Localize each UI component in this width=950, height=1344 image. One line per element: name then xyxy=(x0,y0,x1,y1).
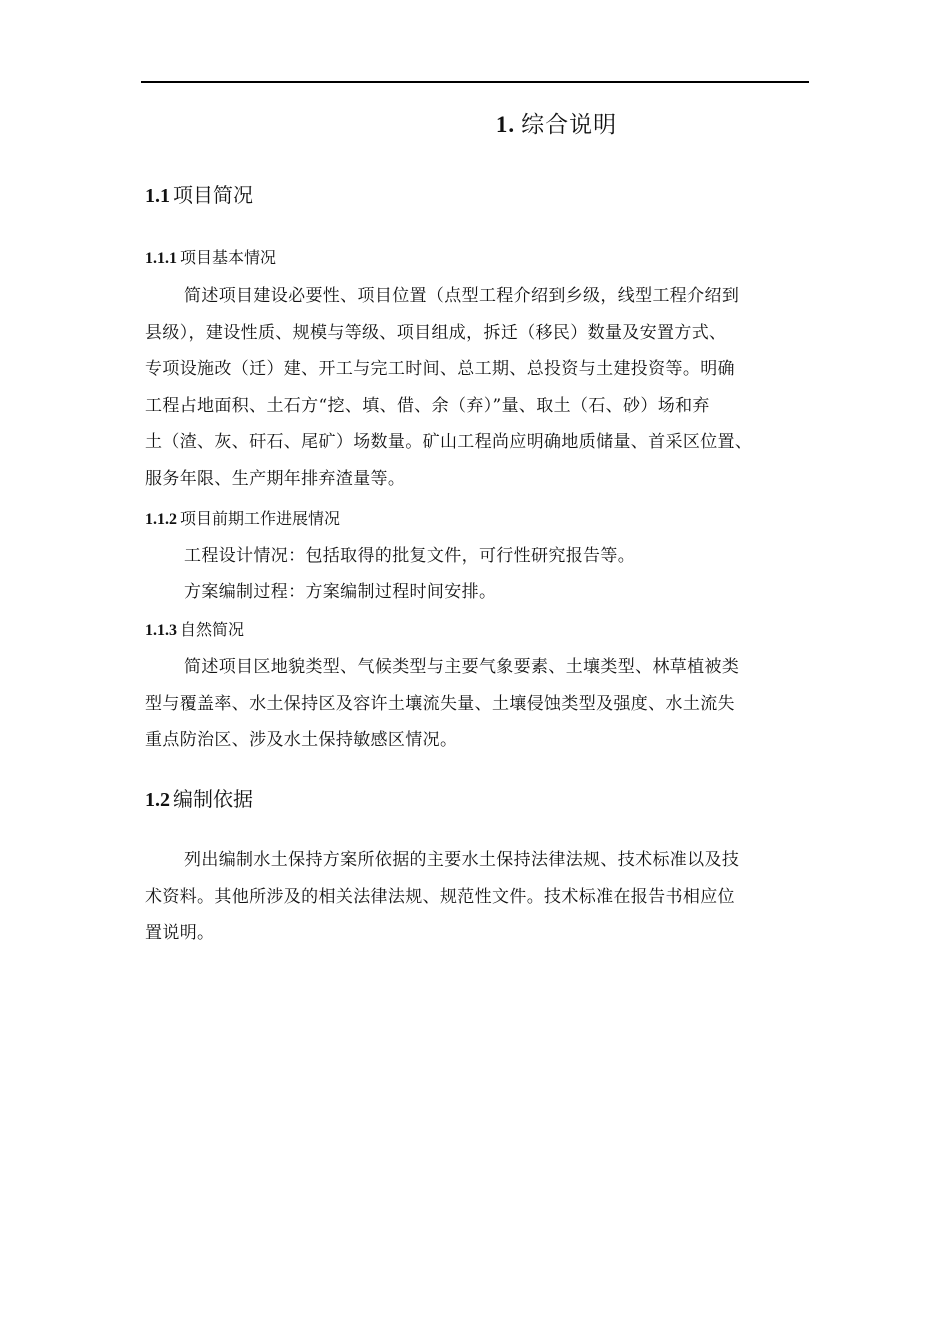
subsection-number: 1.1.1 xyxy=(145,250,177,267)
paragraph-compilation-process xyxy=(145,574,823,611)
chapter-number: 1. xyxy=(495,112,516,137)
section-heading-1-2 xyxy=(145,784,253,815)
paragraph-line: 专项设施改（迁）建、开工与完工时间、总工期、总投资与土建投资等。明确 xyxy=(145,359,735,379)
paragraph-line: 方案编制过程：方案编制过程时间安排。 xyxy=(184,582,497,602)
subsection-heading-1-1-1 xyxy=(145,246,276,271)
chapter-title-text: 综合说明 xyxy=(521,112,618,138)
subsection-title: 自然简况 xyxy=(180,620,245,639)
subsection-title: 项目基本情况 xyxy=(180,248,277,267)
paragraph-design-status xyxy=(145,538,823,575)
section-title: 编制依据 xyxy=(173,787,253,811)
paragraph-line: 术资料。其他所涉及的相关法律法规、规范性文件。技术标准在报告书相应位 xyxy=(145,886,735,907)
paragraph-line: 工程设计情况：包括取得的批复文件，可行性研究报告等。 xyxy=(184,546,636,566)
paragraph-line: 工程占地面积、土石方“挖、填、借、余（弃）”量、取土（石、砂）场和弃 xyxy=(145,395,710,416)
paragraph-line: 置说明。 xyxy=(145,923,215,943)
subsection-number: 1.1.2 xyxy=(145,511,177,528)
section-number: 1.1 xyxy=(145,185,170,207)
paragraph-line: 简述项目建设必要性、项目位置（点型工程介绍到乡级，线型工程介绍到 xyxy=(184,286,740,306)
paragraph-line: 型与覆盖率、水土保持区及容许土壤流失量、土壤侵蚀类型及强度、水土流失 xyxy=(145,693,735,714)
section-title: 项目简况 xyxy=(173,183,253,207)
subsection-number: 1.1.3 xyxy=(145,622,177,639)
chapter-title xyxy=(0,108,950,142)
header-rule xyxy=(141,81,809,83)
paragraph-line: 重点防治区、涉及水土保持敏感区情况。 xyxy=(145,730,458,750)
paragraph-line: 土（渣、灰、矸石、尾矿）场数量。矿山工程尚应明确地质储量、首采区位置、 xyxy=(145,432,753,452)
subsection-title: 项目前期工作进展情况 xyxy=(180,509,341,528)
paragraph-project-basics xyxy=(145,278,823,497)
paragraph-line: 简述项目区地貌类型、气候类型与主要气象要素、土壤类型、林草植被类 xyxy=(184,657,740,677)
subsection-heading-1-1-2 xyxy=(145,507,340,532)
paragraph-line: 服务年限、生产期年排弃渣量等。 xyxy=(145,468,406,489)
subsection-heading-1-1-3 xyxy=(145,618,244,643)
section-number: 1.2 xyxy=(145,789,170,811)
paragraph-line: 列出编制水土保持方案所依据的主要水土保持法律法规、技术标准以及技 xyxy=(184,850,740,870)
paragraph-compilation-basis xyxy=(145,842,823,952)
paragraph-natural-conditions xyxy=(145,649,823,759)
section-heading-1-1 xyxy=(145,180,253,211)
paragraph-line: 县级），建设性质、规模与等级、项目组成，拆迁（移民）数量及安置方式、 xyxy=(145,322,727,343)
